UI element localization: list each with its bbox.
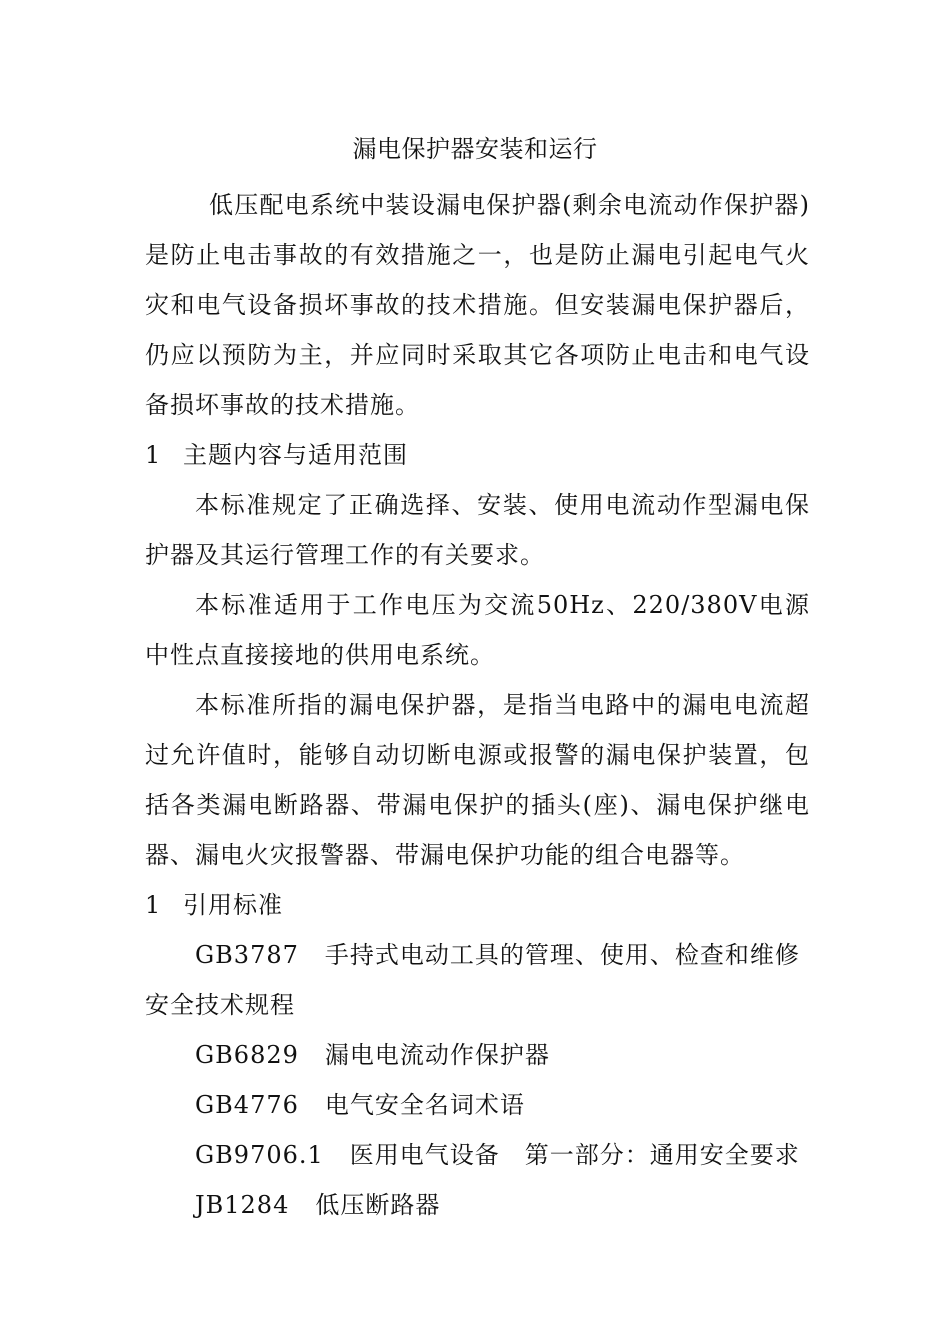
reference-code: GB4776	[195, 1091, 299, 1119]
section-number: 1	[145, 441, 162, 469]
reference-title: 手持式电动工具的管理、使用、检查和维修安全技术规程	[145, 941, 800, 1019]
section-heading-references	[145, 880, 810, 930]
reference-item	[145, 1130, 810, 1180]
section-number: 1	[145, 891, 162, 919]
reference-item	[145, 930, 810, 1030]
reference-code: JB1284	[195, 1191, 290, 1219]
reference-code: GB9706.1	[195, 1141, 324, 1169]
section-title: 引用标准	[183, 891, 283, 919]
scope-paragraph-3: 本标准所指的漏电保护器，是指当电路中的漏电电流超过允许值时，能够自动切断电源或报警的漏电保护装置，包括各类漏电断路器、带漏电保护的插头(座)、漏电保护继电器、漏电火灾报警器、带漏电保护功能的组合电器等。	[145, 691, 810, 869]
document-body	[145, 180, 810, 1230]
section-title: 主题内容与适用范围	[183, 441, 408, 469]
scope-paragraph-1: 本标准规定了正确选择、安装、使用电流动作型漏电保护器及其运行管理工作的有关要求。	[145, 491, 810, 569]
reference-title: 漏电电流动作保护器	[324, 1041, 550, 1069]
reference-item	[145, 1180, 810, 1230]
reference-code: GB3787	[195, 941, 299, 969]
reference-code: GB6829	[195, 1041, 299, 1069]
reference-title: 医用电气设备 第一部分：通用安全要求	[349, 1141, 800, 1169]
document-title: 漏电保护器安装和运行	[352, 135, 598, 163]
reference-title: 电气安全名词术语	[324, 1091, 525, 1119]
reference-item	[145, 1080, 810, 1130]
scope-paragraph-2: 本标准适用于工作电压为交流50Hz、220/380V电源中性点直接接地的供用电系统。	[145, 591, 810, 669]
intro-paragraph: 低压配电系统中装设漏电保护器(剩余电流动作保护器)是防止电击事故的有效措施之一，也是防止漏电引起电气火灾和电气设备损坏事故的技术措施。但安装漏电保护器后，仍应以预防为主，并应同时采取其它各项防止电击和电气设备损坏事故的技术措施。	[145, 191, 810, 419]
section-heading-scope	[145, 430, 810, 480]
reference-item	[145, 1030, 810, 1080]
reference-title: 低压断路器	[315, 1191, 441, 1219]
